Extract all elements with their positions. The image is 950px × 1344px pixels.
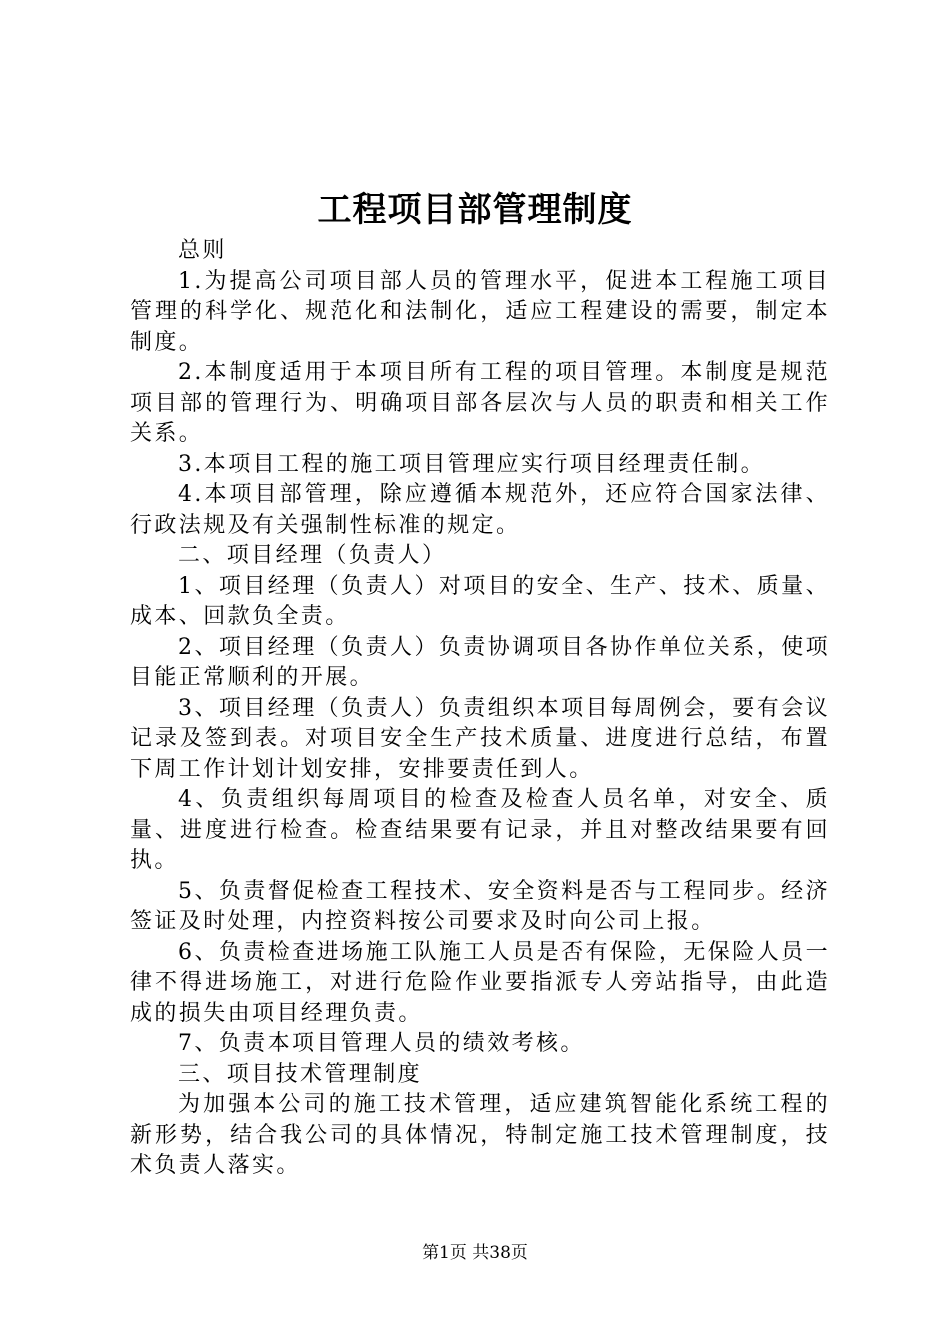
paragraph: 7、负责本项目管理人员的绩效考核。 [178,1031,585,1056]
paragraph: 4.本项目部管理，除应遵循本规范外，还应符合国家法律、行政法规及有关强制性标准的规定。 [130,482,830,538]
section-heading-technical-management: 三、项目技术管理制度 [178,1061,423,1087]
paragraph: 4、负责组织每周项目的检查及检查人员名单，对安全、质量、进度进行检查。检查结果要有记录，并且对整改结果要有回执。 [130,787,830,873]
document-body [130,236,830,1182]
paragraph: 2.本制度适用于本项目所有工程的项目管理。本制度是规范项目部的管理行为、明确项目部各层次与人员的职责和相关工作关系。 [130,360,830,446]
paragraph: 3.本项目工程的施工项目管理应实行项目经理责任制。 [178,451,765,477]
page-footer [0,1241,950,1265]
page-number-label: 第1页 共38页 [422,1243,528,1263]
paragraph: 1.为提高公司项目部人员的管理水平，促进本工程施工项目管理的科学化、规范化和法制化，适应工程建设的需要，制定本制度。 [130,268,830,355]
paragraph: 1、项目经理（负责人）对项目的安全、生产、技术、质量、成本、回款负全责。 [130,573,830,629]
document-title: 工程项目部管理制度 [317,190,633,230]
paragraph: 6、负责检查进场施工队施工人员是否有保险，无保险人员一律不得进场施工，对进行危险作业要指派专人旁站指导，由此造成的损失由项目经理负责。 [130,939,830,1026]
section-heading-project-manager: 二、项目经理（负责人） [178,543,447,568]
section-heading-general: 总则 [178,238,227,263]
paragraph: 3、项目经理（负责人）负责组织本项目每周例会，要有会议记录及签到表。对项目安全生产技术质量、进度进行总结，布置下周工作计划计划安排，安排要责任到人。 [130,695,830,782]
paragraph: 5、负责督促检查工程技术、安全资料是否与工程同步。经济签证及时处理，内控资料按公司要求及时向公司上报。 [130,878,830,934]
paragraph: 2、项目经理（负责人）负责协调项目各协作单位关系，使项目能正常顺利的开展。 [130,634,830,690]
paragraph: 为加强本公司的施工技术管理，适应建筑智能化系统工程的新形势，结合我公司的具体情况，特制定施工技术管理制度，技术负责人落实。 [130,1092,830,1178]
